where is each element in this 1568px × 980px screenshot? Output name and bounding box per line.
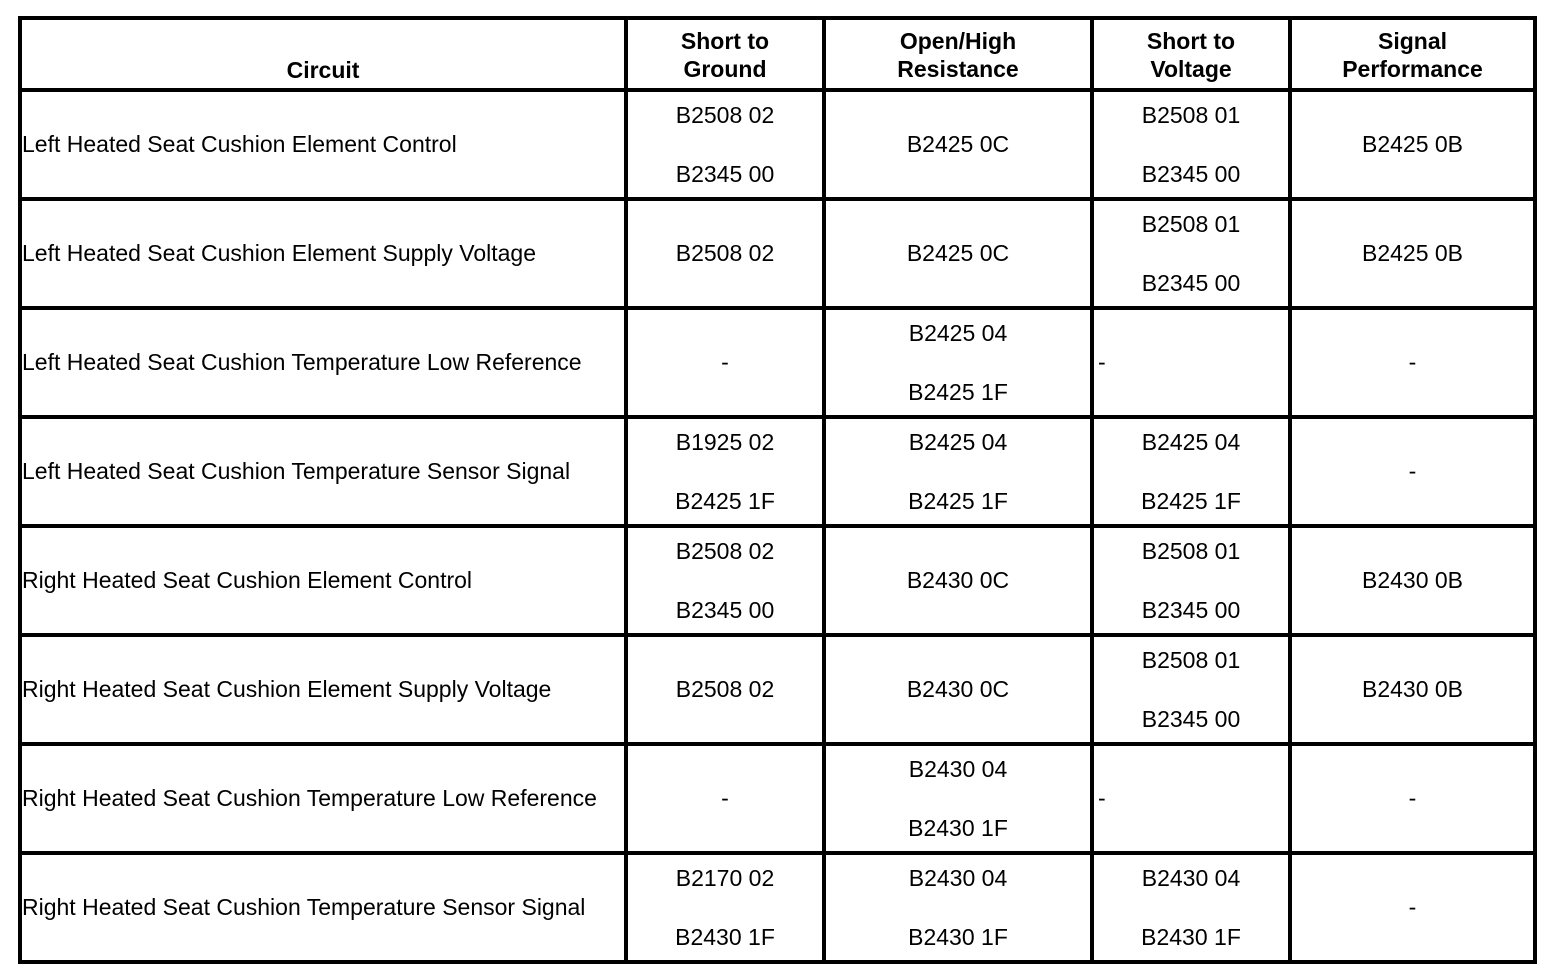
header-circuit-label: Circuit (286, 57, 360, 83)
table-row (20, 853, 1535, 962)
dtc-code: B2430 04 (1141, 864, 1241, 891)
dtc-code: B2425 04 (1141, 428, 1241, 455)
dtc-code: B1925 02 (675, 428, 775, 455)
dtc-code: B2430 04 (908, 864, 1008, 891)
header-label-line: Performance (1342, 56, 1483, 82)
empty-dash: - (721, 785, 729, 811)
circuit-name-cell: Left Heated Seat Cushion Element Control (20, 90, 626, 199)
dtc-code: B2508 01 (1141, 537, 1241, 564)
dtc-code: B2430 0C (906, 567, 1010, 593)
code-stack (826, 427, 1090, 517)
table-row (20, 308, 1535, 417)
short-to-ground-cell (626, 635, 824, 744)
signal-performance-cell (1290, 199, 1535, 308)
signal-performance-cell (1290, 308, 1535, 417)
signal-performance-cell (1290, 744, 1535, 853)
dtc-code: B2430 1F (908, 814, 1008, 841)
dtc-code: B2345 00 (1141, 160, 1241, 187)
circuit-name-cell: Left Heated Seat Cushion Temperature Low Reference (20, 308, 626, 417)
dtc-circuit-table (18, 16, 1537, 964)
empty-dash: - (721, 349, 729, 375)
header-label-line: Resistance (897, 56, 1019, 82)
empty-dash: - (1408, 458, 1417, 484)
table-row (20, 417, 1535, 526)
dtc-code: B2508 02 (675, 101, 775, 128)
empty-dash: - (1408, 785, 1417, 811)
dtc-code: B2425 0C (906, 240, 1010, 266)
dtc-code: B2425 1F (675, 487, 775, 514)
dtc-code: B2425 0C (906, 131, 1010, 157)
code-stack (1094, 427, 1288, 517)
code-stack (628, 536, 822, 626)
short-to-voltage-cell (1092, 853, 1290, 962)
dtc-code: B2425 0B (1361, 240, 1464, 266)
dtc-code: B2430 1F (675, 923, 775, 950)
dtc-code: B2425 1F (908, 487, 1008, 514)
short-to-ground-cell (626, 417, 824, 526)
dtc-code: B2430 0B (1361, 567, 1464, 593)
header-label-line: Short to (680, 28, 770, 54)
dtc-code: B2345 00 (1141, 269, 1241, 296)
code-stack (826, 863, 1090, 953)
circuit-name-cell: Right Heated Seat Cushion Element Control (20, 526, 626, 635)
dtc-code: B2425 1F (1141, 487, 1241, 514)
header-circuit (20, 18, 626, 90)
signal-performance-cell (1290, 635, 1535, 744)
dtc-code: B2345 00 (675, 596, 775, 623)
signal-performance-cell (1290, 90, 1535, 199)
dtc-table-frame (18, 16, 1533, 962)
short-to-ground-cell (626, 526, 824, 635)
signal-performance-cell (1290, 417, 1535, 526)
dtc-code: B2425 04 (908, 428, 1008, 455)
dtc-code: B2508 02 (675, 537, 775, 564)
empty-dash: - (1098, 349, 1106, 375)
short-to-voltage-cell (1092, 90, 1290, 199)
empty-dash: - (1098, 785, 1106, 811)
open-high-resistance-cell (824, 308, 1092, 417)
open-high-resistance-cell (824, 417, 1092, 526)
dtc-code: B2345 00 (675, 160, 775, 187)
short-to-ground-cell (626, 744, 824, 853)
table-body (20, 90, 1535, 962)
code-stack (1094, 863, 1288, 953)
short-to-voltage-cell (1092, 526, 1290, 635)
circuit-name-cell: Right Heated Seat Cushion Temperature Low Reference (20, 744, 626, 853)
dtc-code: B2508 02 (675, 240, 775, 266)
code-stack (1094, 645, 1288, 735)
dtc-code: B2508 02 (675, 676, 775, 702)
dtc-code: B2345 00 (1141, 596, 1241, 623)
table-row (20, 526, 1535, 635)
dtc-code: B2345 00 (1141, 705, 1241, 732)
dtc-code: B2430 0C (906, 676, 1010, 702)
circuit-name-cell: Right Heated Seat Cushion Element Supply Voltage (20, 635, 626, 744)
dtc-code: B2170 02 (675, 864, 775, 891)
empty-dash: - (1408, 349, 1417, 375)
dtc-code: B2430 04 (908, 755, 1008, 782)
dtc-code: B2430 0B (1361, 676, 1464, 702)
code-stack (628, 427, 822, 517)
dtc-code: B2508 01 (1141, 646, 1241, 673)
table-row (20, 635, 1535, 744)
open-high-resistance-cell (824, 90, 1092, 199)
signal-performance-cell (1290, 526, 1535, 635)
code-stack (826, 318, 1090, 408)
dtc-code: B2425 0B (1361, 131, 1464, 157)
signal-performance-cell (1290, 853, 1535, 962)
circuit-name-cell: Right Heated Seat Cushion Temperature Sensor Signal (20, 853, 626, 962)
open-high-resistance-cell (824, 635, 1092, 744)
header-label-line: Voltage (1150, 56, 1232, 82)
code-stack (1094, 209, 1288, 299)
code-stack (1094, 536, 1288, 626)
short-to-ground-cell (626, 199, 824, 308)
code-stack (826, 754, 1090, 844)
dtc-code: B2508 01 (1141, 101, 1241, 128)
open-high-resistance-cell (824, 199, 1092, 308)
dtc-code: B2430 1F (908, 923, 1008, 950)
dtc-code: B2430 1F (1141, 923, 1241, 950)
short-to-ground-cell (626, 308, 824, 417)
empty-dash: - (1408, 894, 1417, 920)
code-stack (628, 863, 822, 953)
circuit-name-cell: Left Heated Seat Cushion Temperature Sensor Signal (20, 417, 626, 526)
dtc-code: B2425 1F (908, 378, 1008, 405)
header-label-line: Short to (1146, 28, 1236, 54)
short-to-voltage-cell (1092, 744, 1290, 853)
header-open-high-resistance (824, 18, 1092, 90)
code-stack (628, 100, 822, 190)
circuit-name-cell: Left Heated Seat Cushion Element Supply Voltage (20, 199, 626, 308)
dtc-code: B2425 04 (908, 319, 1008, 346)
short-to-voltage-cell (1092, 308, 1290, 417)
header-signal-performance (1290, 18, 1535, 90)
header-row (20, 18, 1535, 90)
table-row (20, 744, 1535, 853)
table-row (20, 199, 1535, 308)
table-row (20, 90, 1535, 199)
header-short-to-ground (626, 18, 824, 90)
header-label-line: Signal (1377, 28, 1447, 54)
short-to-voltage-cell (1092, 199, 1290, 308)
header-label-line: Open/High (899, 28, 1017, 54)
open-high-resistance-cell (824, 526, 1092, 635)
short-to-voltage-cell (1092, 417, 1290, 526)
header-label-line: Ground (683, 56, 767, 82)
code-stack (1094, 100, 1288, 190)
header-short-to-voltage (1092, 18, 1290, 90)
short-to-ground-cell (626, 90, 824, 199)
open-high-resistance-cell (824, 744, 1092, 853)
dtc-code: B2508 01 (1141, 210, 1241, 237)
open-high-resistance-cell (824, 853, 1092, 962)
short-to-ground-cell (626, 853, 824, 962)
short-to-voltage-cell (1092, 635, 1290, 744)
